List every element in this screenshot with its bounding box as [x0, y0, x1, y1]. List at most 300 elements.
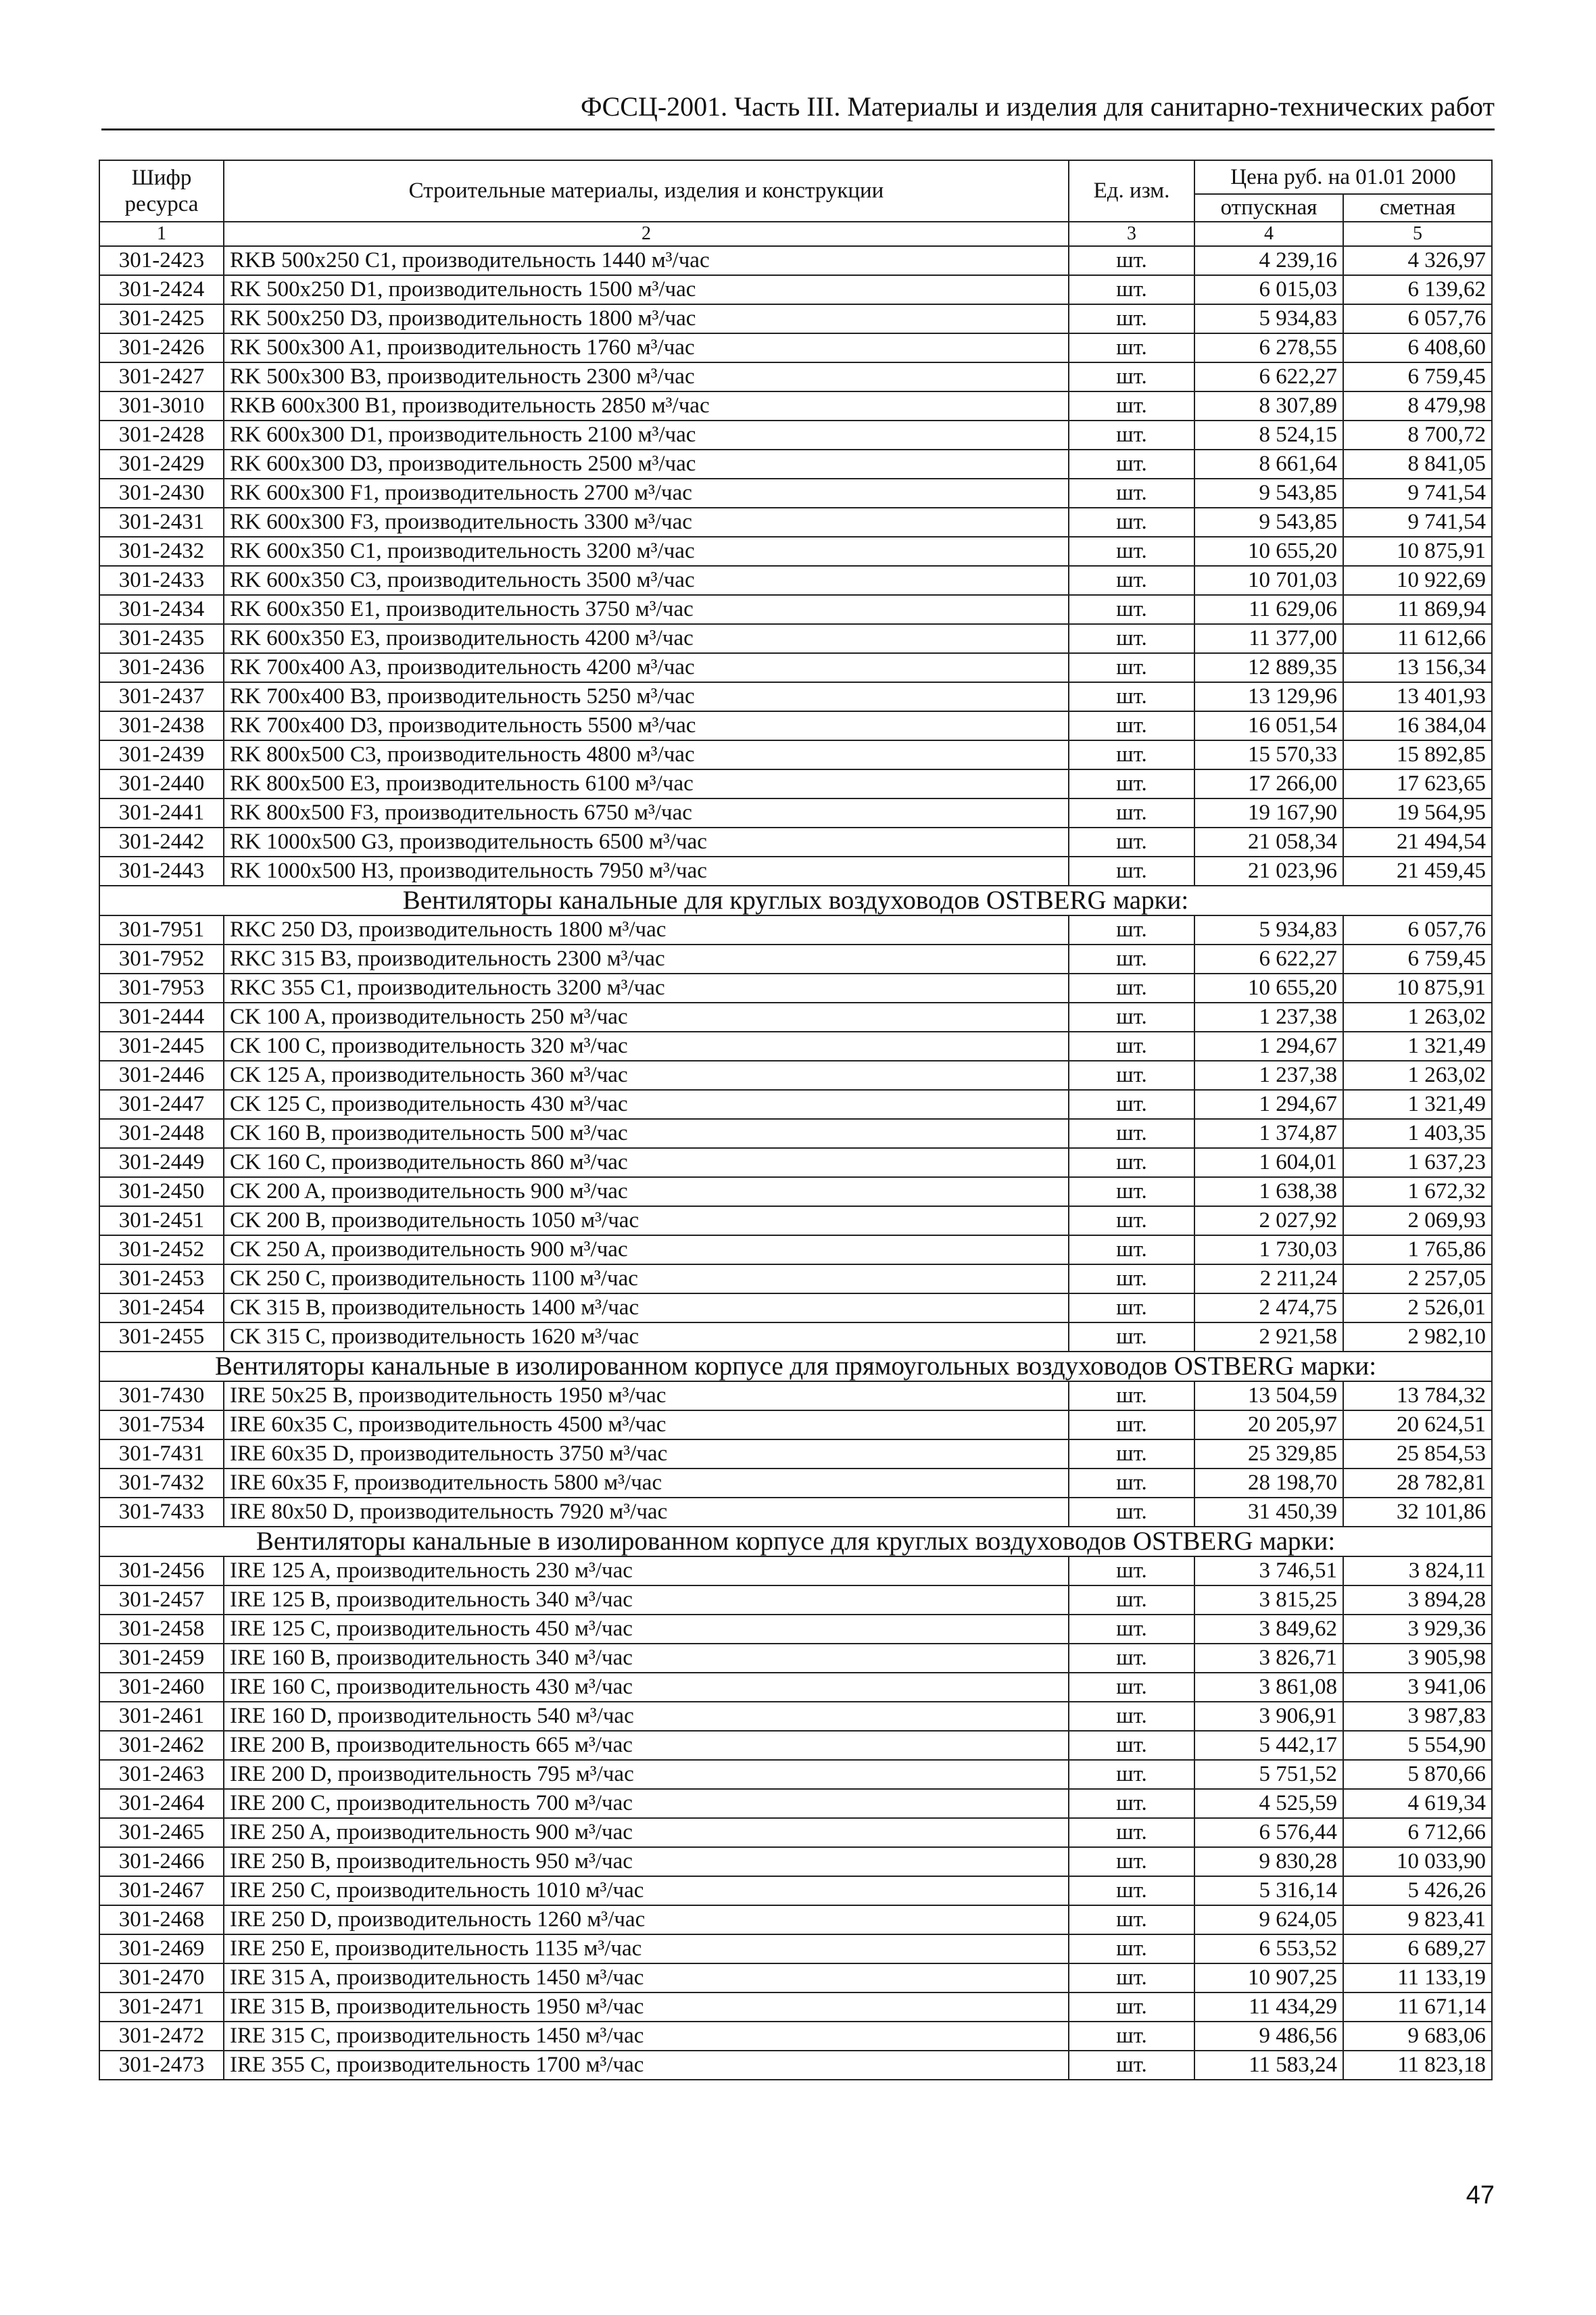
- estimate-price: 4 326,97: [1343, 246, 1492, 275]
- release-price: 11 434,29: [1194, 1992, 1343, 2022]
- material-name: IRE 125 B, производительность 340 м³/час: [224, 1585, 1069, 1615]
- resource-code: 301-2424: [99, 275, 224, 304]
- unit-of-measure: шт.: [1069, 1585, 1194, 1615]
- estimate-price: 10 922,69: [1343, 566, 1492, 595]
- unit-of-measure: шт.: [1069, 1235, 1194, 1264]
- table-row: [99, 1090, 1492, 1119]
- table-row: [99, 1556, 1492, 1585]
- table-row: [99, 1293, 1492, 1322]
- table-row: [99, 333, 1492, 362]
- estimate-price: 8 479,98: [1343, 391, 1492, 421]
- estimate-price: 11 823,18: [1343, 2051, 1492, 2080]
- resource-code: 301-2446: [99, 1061, 224, 1090]
- release-price: 19 167,90: [1194, 798, 1343, 828]
- release-price: 2 474,75: [1194, 1293, 1343, 1322]
- resource-code: 301-7534: [99, 1410, 224, 1439]
- table-row: [99, 2051, 1492, 2080]
- table-row: [99, 1264, 1492, 1293]
- unit-of-measure: шт.: [1069, 391, 1194, 421]
- table-row: [99, 479, 1492, 508]
- estimate-price: 1 263,02: [1343, 1003, 1492, 1032]
- material-name: CK 250 A, производительность 900 м³/час: [224, 1235, 1069, 1264]
- table-row: [99, 1177, 1492, 1206]
- release-price: 11 377,00: [1194, 624, 1343, 653]
- material-name: RK 600x300 F3, производительность 3300 м³/час: [224, 508, 1069, 537]
- price-table: [99, 160, 1493, 2080]
- release-price: 2 027,92: [1194, 1206, 1343, 1235]
- release-price: 31 450,39: [1194, 1498, 1343, 1527]
- unit-of-measure: шт.: [1069, 362, 1194, 391]
- column-number: 1: [99, 222, 224, 246]
- release-price: 6 015,03: [1194, 275, 1343, 304]
- release-price: 9 830,28: [1194, 1847, 1343, 1876]
- unit-of-measure: шт.: [1069, 1148, 1194, 1177]
- table-row: [99, 1615, 1492, 1644]
- material-name: CK 250 C, производительность 1100 м³/час: [224, 1264, 1069, 1293]
- resource-code: 301-2444: [99, 1003, 224, 1032]
- table-row: [99, 421, 1492, 450]
- unit-of-measure: шт.: [1069, 711, 1194, 740]
- resource-code: 301-2470: [99, 1963, 224, 1992]
- table-row: [99, 2022, 1492, 2051]
- release-price: 3 861,08: [1194, 1673, 1343, 1702]
- material-name: IRE 50x25 B, производительность 1950 м³/час: [224, 1381, 1069, 1410]
- estimate-price: 11 671,14: [1343, 1992, 1492, 2022]
- resource-code: 301-2434: [99, 595, 224, 624]
- unit-of-measure: шт.: [1069, 566, 1194, 595]
- resource-code: 301-2473: [99, 2051, 224, 2080]
- section-heading-row: [99, 1352, 1492, 1381]
- release-price: 25 329,85: [1194, 1439, 1343, 1469]
- material-name: CK 100 A, производительность 250 м³/час: [224, 1003, 1069, 1032]
- material-name: IRE 250 D, производительность 1260 м³/час: [224, 1905, 1069, 1934]
- table-row: [99, 537, 1492, 566]
- table-row: [99, 1498, 1492, 1527]
- release-price: 10 701,03: [1194, 566, 1343, 595]
- unit-of-measure: шт.: [1069, 682, 1194, 711]
- release-price: 11 629,06: [1194, 595, 1343, 624]
- release-price: 5 442,17: [1194, 1731, 1343, 1760]
- release-price: 17 266,00: [1194, 769, 1343, 798]
- resource-code: 301-7952: [99, 945, 224, 974]
- section-heading: Вентиляторы канальные в изолированном корпусе для прямоугольных воздуховодов OSTBERG марки:: [99, 1352, 1492, 1381]
- resource-code: 301-2453: [99, 1264, 224, 1293]
- material-name: RK 600x350 E3, производительность 4200 м³/час: [224, 624, 1069, 653]
- material-name: RKC 315 B3, производительность 2300 м³/час: [224, 945, 1069, 974]
- resource-code: 301-2426: [99, 333, 224, 362]
- resource-code: 301-2425: [99, 304, 224, 333]
- unit-of-measure: шт.: [1069, 304, 1194, 333]
- header-price-group: Цена руб. на 01.01 2000: [1194, 160, 1492, 194]
- material-name: IRE 125 A, производительность 230 м³/час: [224, 1556, 1069, 1585]
- material-name: IRE 60x35 D, производительность 3750 м³/час: [224, 1439, 1069, 1469]
- release-price: 8 661,64: [1194, 450, 1343, 479]
- unit-of-measure: шт.: [1069, 740, 1194, 769]
- estimate-price: 21 494,54: [1343, 828, 1492, 857]
- estimate-price: 5 426,26: [1343, 1876, 1492, 1905]
- resource-code: 301-2464: [99, 1789, 224, 1818]
- estimate-price: 3 905,98: [1343, 1644, 1492, 1673]
- section-heading-row: [99, 886, 1492, 915]
- material-name: RK 800x500 C3, производительность 4800 м³/час: [224, 740, 1069, 769]
- resource-code: 301-2428: [99, 421, 224, 450]
- material-name: IRE 160 B, производительность 340 м³/час: [224, 1644, 1069, 1673]
- resource-code: 301-2451: [99, 1206, 224, 1235]
- resource-code: 301-2454: [99, 1293, 224, 1322]
- unit-of-measure: шт.: [1069, 479, 1194, 508]
- table-row: [99, 653, 1492, 682]
- release-price: 11 583,24: [1194, 2051, 1343, 2080]
- unit-of-measure: шт.: [1069, 624, 1194, 653]
- table-row: [99, 1381, 1492, 1410]
- page-number: 47: [1466, 2181, 1495, 2210]
- table-row: [99, 1934, 1492, 1963]
- material-name: IRE 250 C, производительность 1010 м³/час: [224, 1876, 1069, 1905]
- resource-code: 301-2465: [99, 1818, 224, 1847]
- release-price: 5 316,14: [1194, 1876, 1343, 1905]
- table-row: [99, 1061, 1492, 1090]
- material-name: RK 500x300 B3, производительность 2300 м³/час: [224, 362, 1069, 391]
- table-row: [99, 391, 1492, 421]
- resource-code: 301-7953: [99, 974, 224, 1003]
- table-row: [99, 362, 1492, 391]
- estimate-price: 17 623,65: [1343, 769, 1492, 798]
- unit-of-measure: шт.: [1069, 595, 1194, 624]
- estimate-price: 10 875,91: [1343, 537, 1492, 566]
- resource-code: 301-2441: [99, 798, 224, 828]
- resource-code: 301-2466: [99, 1847, 224, 1876]
- estimate-price: 1 765,86: [1343, 1235, 1492, 1264]
- estimate-price: 6 712,66: [1343, 1818, 1492, 1847]
- material-name: IRE 160 C, производительность 430 м³/час: [224, 1673, 1069, 1702]
- unit-of-measure: шт.: [1069, 945, 1194, 974]
- material-name: IRE 80x50 D, производительность 7920 м³/час: [224, 1498, 1069, 1527]
- release-price: 1 294,67: [1194, 1090, 1343, 1119]
- estimate-price: 6 408,60: [1343, 333, 1492, 362]
- material-name: IRE 60x35 C, производительность 4500 м³/час: [224, 1410, 1069, 1439]
- unit-of-measure: шт.: [1069, 974, 1194, 1003]
- resource-code: 301-7433: [99, 1498, 224, 1527]
- estimate-price: 13 156,34: [1343, 653, 1492, 682]
- estimate-price: 8 841,05: [1343, 450, 1492, 479]
- release-price: 9 486,56: [1194, 2022, 1343, 2051]
- resource-code: 301-2435: [99, 624, 224, 653]
- estimate-price: 1 637,23: [1343, 1148, 1492, 1177]
- release-price: 1 730,03: [1194, 1235, 1343, 1264]
- material-name: IRE 160 D, производительность 540 м³/час: [224, 1702, 1069, 1731]
- resource-code: 301-2437: [99, 682, 224, 711]
- column-number: 3: [1069, 222, 1194, 246]
- unit-of-measure: шт.: [1069, 508, 1194, 537]
- material-name: IRE 250 B, производительность 950 м³/час: [224, 1847, 1069, 1876]
- unit-of-measure: шт.: [1069, 2051, 1194, 2080]
- unit-of-measure: шт.: [1069, 1003, 1194, 1032]
- resource-code: 301-2452: [99, 1235, 224, 1264]
- resource-code: 301-2471: [99, 1992, 224, 2022]
- estimate-price: 9 741,54: [1343, 479, 1492, 508]
- resource-code: 301-2443: [99, 857, 224, 886]
- resource-code: 301-3010: [99, 391, 224, 421]
- estimate-price: 2 526,01: [1343, 1293, 1492, 1322]
- material-name: IRE 315 C, производительность 1450 м³/час: [224, 2022, 1069, 2051]
- material-name: RK 600x300 D1, производительность 2100 м³/час: [224, 421, 1069, 450]
- unit-of-measure: шт.: [1069, 798, 1194, 828]
- resource-code: 301-7432: [99, 1469, 224, 1498]
- resource-code: 301-2450: [99, 1177, 224, 1206]
- estimate-price: 32 101,86: [1343, 1498, 1492, 1527]
- table-row: [99, 798, 1492, 828]
- resource-code: 301-2459: [99, 1644, 224, 1673]
- estimate-price: 11 612,66: [1343, 624, 1492, 653]
- material-name: CK 315 C, производительность 1620 м³/час: [224, 1322, 1069, 1352]
- estimate-price: 5 870,66: [1343, 1760, 1492, 1789]
- unit-of-measure: шт.: [1069, 1556, 1194, 1585]
- estimate-price: 10 033,90: [1343, 1847, 1492, 1876]
- table-row: [99, 769, 1492, 798]
- release-price: 12 889,35: [1194, 653, 1343, 682]
- resource-code: 301-2433: [99, 566, 224, 595]
- estimate-price: 11 133,19: [1343, 1963, 1492, 1992]
- estimate-price: 9 823,41: [1343, 1905, 1492, 1934]
- header-code: Шифр ресурса: [99, 160, 224, 222]
- estimate-price: 1 672,32: [1343, 1177, 1492, 1206]
- estimate-price: 11 869,94: [1343, 595, 1492, 624]
- unit-of-measure: шт.: [1069, 653, 1194, 682]
- unit-of-measure: шт.: [1069, 1032, 1194, 1061]
- table-row: [99, 974, 1492, 1003]
- resource-code: 301-2468: [99, 1905, 224, 1934]
- estimate-price: 3 941,06: [1343, 1673, 1492, 1702]
- table-row: [99, 624, 1492, 653]
- material-name: RK 800x500 E3, производительность 6100 м³/час: [224, 769, 1069, 798]
- table-row: [99, 857, 1492, 886]
- header-price-release: отпускная: [1194, 194, 1343, 222]
- estimate-price: 5 554,90: [1343, 1731, 1492, 1760]
- unit-of-measure: шт.: [1069, 1206, 1194, 1235]
- estimate-price: 6 689,27: [1343, 1934, 1492, 1963]
- release-price: 13 129,96: [1194, 682, 1343, 711]
- estimate-price: 2 257,05: [1343, 1264, 1492, 1293]
- table-row: [99, 1731, 1492, 1760]
- unit-of-measure: шт.: [1069, 1090, 1194, 1119]
- header-unit: Ед. изм.: [1069, 160, 1194, 222]
- unit-of-measure: шт.: [1069, 1673, 1194, 1702]
- resource-code: 301-2436: [99, 653, 224, 682]
- column-numbers-row: [99, 222, 1492, 246]
- estimate-price: 1 263,02: [1343, 1061, 1492, 1090]
- material-name: CK 125 A, производительность 360 м³/час: [224, 1061, 1069, 1090]
- release-price: 2 921,58: [1194, 1322, 1343, 1352]
- release-price: 8 524,15: [1194, 421, 1343, 450]
- material-name: IRE 200 C, производительность 700 м³/час: [224, 1789, 1069, 1818]
- material-name: RKC 355 C1, производительность 3200 м³/час: [224, 974, 1069, 1003]
- release-price: 8 307,89: [1194, 391, 1343, 421]
- document-title: ФССЦ-2001. Часть III. Материалы и изделия для санитарно-технических работ: [581, 91, 1495, 122]
- estimate-price: 3 894,28: [1343, 1585, 1492, 1615]
- table-row: [99, 1789, 1492, 1818]
- unit-of-measure: шт.: [1069, 1905, 1194, 1934]
- table-row: [99, 450, 1492, 479]
- resource-code: 301-2442: [99, 828, 224, 857]
- table-row: [99, 304, 1492, 333]
- release-price: 10 907,25: [1194, 1963, 1343, 1992]
- estimate-price: 13 401,93: [1343, 682, 1492, 711]
- release-price: 15 570,33: [1194, 740, 1343, 769]
- material-name: CK 160 C, производительность 860 м³/час: [224, 1148, 1069, 1177]
- estimate-price: 6 139,62: [1343, 275, 1492, 304]
- estimate-price: 25 854,53: [1343, 1439, 1492, 1469]
- table-row: [99, 566, 1492, 595]
- material-name: IRE 250 E, производительность 1135 м³/час: [224, 1934, 1069, 1963]
- table-row: [99, 1032, 1492, 1061]
- release-price: 1 237,38: [1194, 1003, 1343, 1032]
- estimate-price: 13 784,32: [1343, 1381, 1492, 1410]
- release-price: 9 543,85: [1194, 508, 1343, 537]
- unit-of-measure: шт.: [1069, 1760, 1194, 1789]
- column-number: 2: [224, 222, 1069, 246]
- material-name: RKB 600x300 B1, производительность 2850 м³/час: [224, 391, 1069, 421]
- material-name: RK 700x400 D3, производительность 5500 м³/час: [224, 711, 1069, 740]
- estimate-price: 6 057,76: [1343, 915, 1492, 945]
- estimate-price: 2 982,10: [1343, 1322, 1492, 1352]
- page-header: [101, 87, 1495, 130]
- unit-of-measure: шт.: [1069, 275, 1194, 304]
- resource-code: 301-2429: [99, 450, 224, 479]
- table-row: [99, 1235, 1492, 1264]
- table-row: [99, 1847, 1492, 1876]
- unit-of-measure: шт.: [1069, 1061, 1194, 1090]
- resource-code: 301-2447: [99, 1090, 224, 1119]
- resource-code: 301-2445: [99, 1032, 224, 1061]
- unit-of-measure: шт.: [1069, 450, 1194, 479]
- unit-of-measure: шт.: [1069, 1293, 1194, 1322]
- release-price: 3 906,91: [1194, 1702, 1343, 1731]
- unit-of-measure: шт.: [1069, 828, 1194, 857]
- unit-of-measure: шт.: [1069, 333, 1194, 362]
- resource-code: 301-7951: [99, 915, 224, 945]
- unit-of-measure: шт.: [1069, 1702, 1194, 1731]
- table-row: [99, 1905, 1492, 1934]
- material-name: IRE 200 D, производительность 795 м³/час: [224, 1760, 1069, 1789]
- estimate-price: 1 321,49: [1343, 1090, 1492, 1119]
- material-name: CK 125 C, производительность 430 м³/час: [224, 1090, 1069, 1119]
- unit-of-measure: шт.: [1069, 1469, 1194, 1498]
- section-heading: Вентиляторы канальные для круглых воздуховодов OSTBERG марки:: [99, 886, 1492, 915]
- resource-code: 301-2472: [99, 2022, 224, 2051]
- material-name: RK 500x250 D3, производительность 1800 м³/час: [224, 304, 1069, 333]
- column-number: 5: [1343, 222, 1492, 246]
- table-row: [99, 1702, 1492, 1731]
- release-price: 1 604,01: [1194, 1148, 1343, 1177]
- release-price: 3 746,51: [1194, 1556, 1343, 1585]
- estimate-price: 6 759,45: [1343, 945, 1492, 974]
- material-name: IRE 355 C, производительность 1700 м³/час: [224, 2051, 1069, 2080]
- table-row: [99, 1585, 1492, 1615]
- unit-of-measure: шт.: [1069, 769, 1194, 798]
- unit-of-measure: шт.: [1069, 1410, 1194, 1439]
- resource-code: 301-7431: [99, 1439, 224, 1469]
- header-name: Строительные материалы, изделия и конструкции: [224, 160, 1069, 222]
- release-price: 1 294,67: [1194, 1032, 1343, 1061]
- estimate-price: 1 403,35: [1343, 1119, 1492, 1148]
- release-price: 1 374,87: [1194, 1119, 1343, 1148]
- estimate-price: 3 824,11: [1343, 1556, 1492, 1585]
- release-price: 6 576,44: [1194, 1818, 1343, 1847]
- resource-code: 301-2449: [99, 1148, 224, 1177]
- material-name: RK 600x300 F1, производительность 2700 м³/час: [224, 479, 1069, 508]
- estimate-price: 4 619,34: [1343, 1789, 1492, 1818]
- unit-of-measure: шт.: [1069, 1322, 1194, 1352]
- resource-code: 301-2463: [99, 1760, 224, 1789]
- estimate-price: 6 057,76: [1343, 304, 1492, 333]
- resource-code: 301-2432: [99, 537, 224, 566]
- unit-of-measure: шт.: [1069, 1177, 1194, 1206]
- resource-code: 301-2455: [99, 1322, 224, 1352]
- unit-of-measure: шт.: [1069, 1963, 1194, 1992]
- unit-of-measure: шт.: [1069, 2022, 1194, 2051]
- release-price: 20 205,97: [1194, 1410, 1343, 1439]
- material-name: IRE 250 A, производительность 900 м³/час: [224, 1818, 1069, 1847]
- release-price: 5 934,83: [1194, 915, 1343, 945]
- estimate-price: 19 564,95: [1343, 798, 1492, 828]
- estimate-price: 15 892,85: [1343, 740, 1492, 769]
- material-name: RK 700x400 B3, производительность 5250 м³/час: [224, 682, 1069, 711]
- unit-of-measure: шт.: [1069, 1789, 1194, 1818]
- resource-code: 301-2467: [99, 1876, 224, 1905]
- unit-of-measure: шт.: [1069, 421, 1194, 450]
- resource-code: 301-2448: [99, 1119, 224, 1148]
- release-price: 3 815,25: [1194, 1585, 1343, 1615]
- header-price-estimate: сметная: [1343, 194, 1492, 222]
- material-name: RKC 250 D3, производительность 1800 м³/час: [224, 915, 1069, 945]
- unit-of-measure: шт.: [1069, 1992, 1194, 2022]
- material-name: IRE 315 A, производительность 1450 м³/час: [224, 1963, 1069, 1992]
- unit-of-measure: шт.: [1069, 1615, 1194, 1644]
- material-name: CK 315 B, производительность 1400 м³/час: [224, 1293, 1069, 1322]
- resource-code: 301-2423: [99, 246, 224, 275]
- unit-of-measure: шт.: [1069, 1644, 1194, 1673]
- material-name: IRE 60x35 F, производительность 5800 м³/час: [224, 1469, 1069, 1498]
- resource-code: 301-2438: [99, 711, 224, 740]
- estimate-price: 2 069,93: [1343, 1206, 1492, 1235]
- material-name: RK 700x400 A3, производительность 4200 м³/час: [224, 653, 1069, 682]
- release-price: 4 239,16: [1194, 246, 1343, 275]
- resource-code: 301-2431: [99, 508, 224, 537]
- table-row: [99, 682, 1492, 711]
- table-row: [99, 1673, 1492, 1702]
- material-name: IRE 125 C, производительность 450 м³/час: [224, 1615, 1069, 1644]
- release-price: 6 622,27: [1194, 945, 1343, 974]
- table-row: [99, 1148, 1492, 1177]
- release-price: 5 934,83: [1194, 304, 1343, 333]
- table-row: [99, 711, 1492, 740]
- table-row: [99, 1469, 1492, 1498]
- unit-of-measure: шт.: [1069, 1847, 1194, 1876]
- resource-code: 301-2461: [99, 1702, 224, 1731]
- unit-of-measure: шт.: [1069, 1119, 1194, 1148]
- release-price: 28 198,70: [1194, 1469, 1343, 1498]
- estimate-price: 9 741,54: [1343, 508, 1492, 537]
- release-price: 10 655,20: [1194, 974, 1343, 1003]
- release-price: 3 826,71: [1194, 1644, 1343, 1673]
- section-heading-row: [99, 1527, 1492, 1556]
- table-row: [99, 1818, 1492, 1847]
- resource-code: 301-7430: [99, 1381, 224, 1410]
- material-name: RK 500x250 D1, производительность 1500 м³/час: [224, 275, 1069, 304]
- material-name: CK 160 B, производительность 500 м³/час: [224, 1119, 1069, 1148]
- resource-code: 301-2440: [99, 769, 224, 798]
- estimate-price: 28 782,81: [1343, 1469, 1492, 1498]
